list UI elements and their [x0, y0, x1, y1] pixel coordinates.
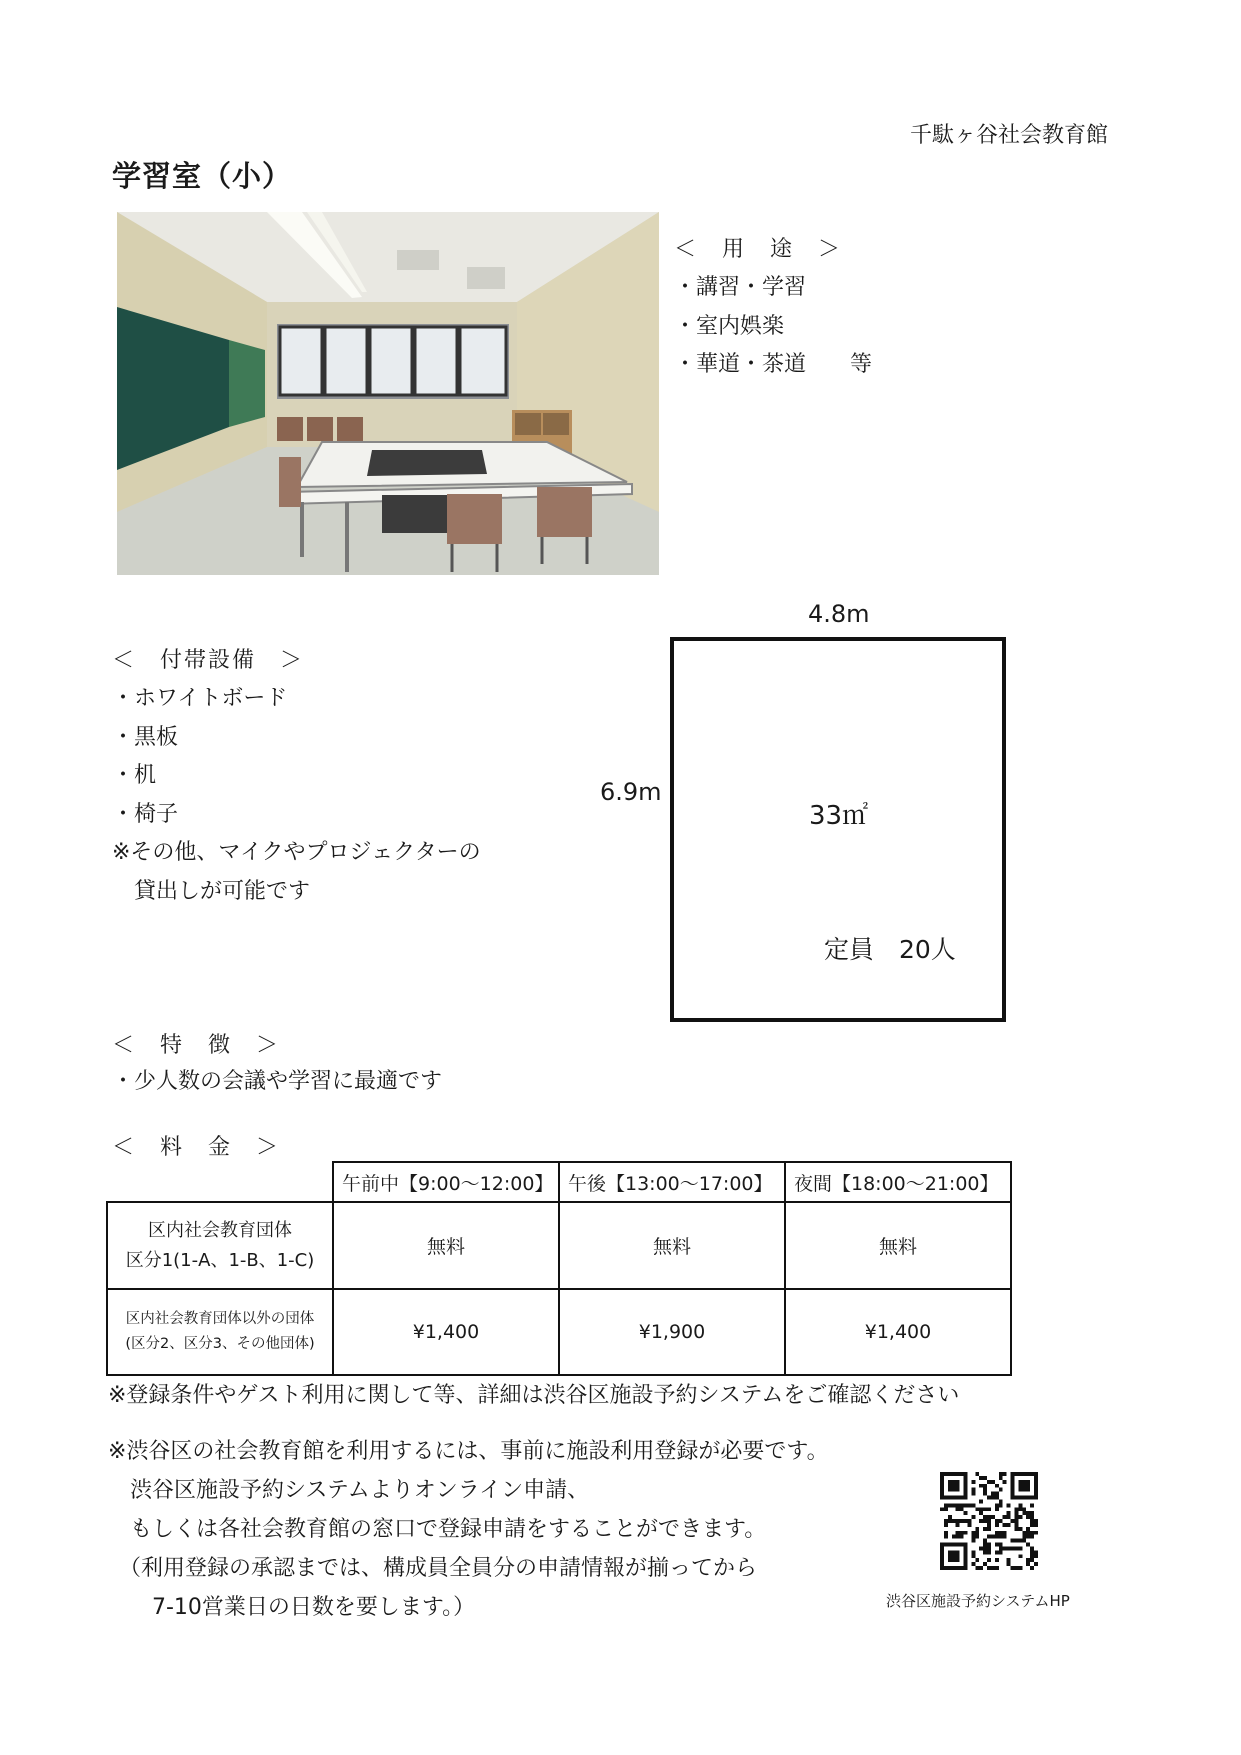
fees-cell: ¥1,400	[333, 1289, 559, 1375]
fees-row-label-line: (区分2、区分3、その他団体)	[125, 1336, 315, 1352]
plan-capacity-label: 定員 20人	[824, 935, 956, 964]
equipment-item: ※その他、マイクやプロジェクターの	[112, 840, 481, 865]
equipment-item: 貸出しが可能です	[112, 878, 311, 904]
fees-corner-cell	[107, 1162, 333, 1202]
table-row	[107, 1202, 1011, 1289]
fees-column-header: 夜間【18:00～21:00】	[785, 1162, 1011, 1202]
plan-area-label: 33㎡	[809, 801, 869, 831]
table-row	[107, 1289, 1011, 1375]
note-line: 7-10営業日の日数を要します。）	[108, 1595, 476, 1620]
facility-name: 千駄ヶ谷社会教育館	[910, 123, 1109, 148]
equipment-item: ・机	[112, 763, 157, 788]
fees-header-row	[107, 1162, 1011, 1202]
fees-cell: ¥1,400	[785, 1289, 1011, 1375]
fees-table	[106, 1161, 1012, 1376]
equipment-heading: ＜ 付帯設備 ＞	[112, 648, 305, 673]
equipment-item: ・椅子	[112, 801, 179, 827]
fees-row-label-line: 区内社会教育団体以外の団体	[125, 1311, 315, 1327]
fees-row-header	[107, 1202, 333, 1289]
fees-column-header: 午後【13:00～17:00】	[559, 1162, 785, 1202]
note-line: もしくは各社会教育館の窓口で登録申請をすることができます。	[108, 1517, 767, 1542]
uses-section	[674, 232, 872, 385]
fees-cell: 無料	[559, 1202, 785, 1289]
plan-width-label: 4.8m	[808, 600, 870, 628]
note-line: ※渋谷区の社会教育館を利用するには、事前に施設利用登録が必要です。	[108, 1439, 829, 1464]
equipment-item: ・ホワイトボード	[112, 686, 288, 711]
features-heading: ＜ 特 徴 ＞	[112, 1033, 281, 1058]
uses-item: ・華道・茶道 等	[674, 352, 873, 377]
equipment-section	[112, 643, 481, 911]
fees-row-label-line: 区分1(1-A、1-B、1-C)	[125, 1249, 315, 1271]
fees-cell: 無料	[785, 1202, 1011, 1289]
fees-row-label-line: 区内社会教育団体	[148, 1219, 292, 1241]
page-title: 学習室（小）	[112, 159, 293, 193]
fees-column-header: 午前中【9:00～12:00】	[333, 1162, 559, 1202]
fees-cell: 無料	[333, 1202, 559, 1289]
features-section	[112, 1028, 442, 1102]
note-line: （利用登録の承認までは、構成員全員分の申請情報が揃ってから	[108, 1556, 758, 1581]
usage-registration-notes	[108, 1432, 829, 1627]
features-item: ・少人数の会議や学習に最適です	[112, 1069, 443, 1094]
qr-caption: 渋谷区施設予約システムHP	[886, 1592, 1070, 1610]
uses-heading: ＜ 用 途 ＞	[674, 237, 843, 262]
registration-note: ※登録条件やゲスト利用に関して等、詳細は渋谷区施設予約システムをご確認ください	[108, 1383, 960, 1408]
plan-depth-label: 6.9m	[600, 778, 662, 806]
qr-code-icon[interactable]	[940, 1472, 1038, 1570]
equipment-item: ・黒板	[112, 724, 179, 750]
room-photo	[117, 212, 659, 575]
note-line: 渋谷区施設予約システムよりオンライン申請、	[108, 1478, 590, 1503]
fees-row-header	[107, 1289, 333, 1375]
fees-heading: ＜ 料 金 ＞	[112, 1135, 281, 1160]
fees-cell: ¥1,900	[559, 1289, 785, 1375]
uses-item: ・室内娯楽	[674, 313, 785, 339]
uses-item: ・講習・学習	[674, 275, 807, 300]
